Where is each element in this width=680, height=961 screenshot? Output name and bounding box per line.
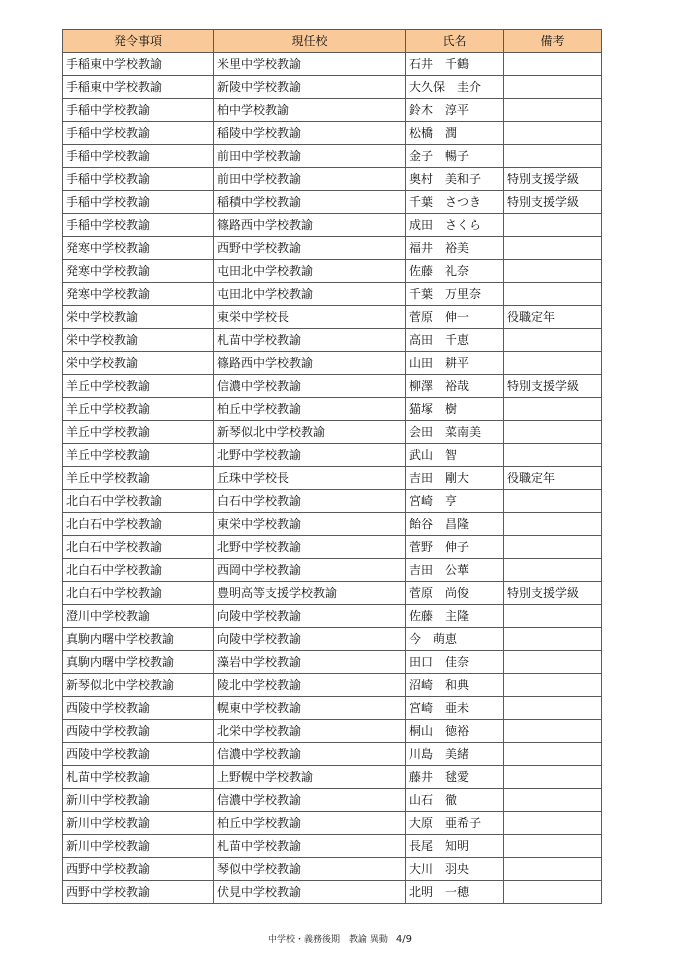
page-number: 4/9 <box>395 934 412 945</box>
cell-appointment: 北白石中学校教諭 <box>63 536 214 559</box>
cell-current-school: 琴似中学校教諭 <box>214 858 406 881</box>
table-row <box>63 237 602 260</box>
cell-appointment: 手稲中学校教諭 <box>63 145 214 168</box>
cell-name: 菅原 尚俊 <box>406 582 504 605</box>
cell-name: 藤井 毬愛 <box>406 766 504 789</box>
cell-appointment: 羊丘中学校教諭 <box>63 398 214 421</box>
cell-appointment: 栄中学校教諭 <box>63 329 214 352</box>
table-row <box>63 53 602 76</box>
table-row <box>63 99 602 122</box>
cell-current-school: 上野幌中学校教諭 <box>214 766 406 789</box>
cell-remarks <box>504 53 602 76</box>
table-header-row <box>63 30 602 53</box>
cell-appointment: 羊丘中学校教諭 <box>63 421 214 444</box>
cell-appointment: 札苗中学校教諭 <box>63 766 214 789</box>
header-remarks: 備考 <box>504 30 602 53</box>
cell-appointment: 西陵中学校教諭 <box>63 697 214 720</box>
table-row <box>63 559 602 582</box>
table-row <box>63 812 602 835</box>
cell-name: 桐山 徳裕 <box>406 720 504 743</box>
cell-name: 山石 徹 <box>406 789 504 812</box>
cell-remarks <box>504 697 602 720</box>
cell-remarks <box>504 789 602 812</box>
table-row <box>63 835 602 858</box>
table-row <box>63 490 602 513</box>
table-row <box>63 444 602 467</box>
cell-remarks <box>504 237 602 260</box>
cell-appointment: 新川中学校教諭 <box>63 789 214 812</box>
table-row <box>63 145 602 168</box>
cell-name: 北明 一穂 <box>406 881 504 904</box>
cell-name: 菅野 伸子 <box>406 536 504 559</box>
cell-current-school: 札苗中学校教諭 <box>214 329 406 352</box>
cell-remarks <box>504 99 602 122</box>
cell-name: 長尾 知明 <box>406 835 504 858</box>
cell-remarks <box>504 398 602 421</box>
cell-remarks <box>504 766 602 789</box>
table-row <box>63 398 602 421</box>
cell-appointment: 栄中学校教諭 <box>63 352 214 375</box>
cell-name: 奥村 美和子 <box>406 168 504 191</box>
cell-current-school: 北野中学校教諭 <box>214 444 406 467</box>
cell-current-school: 柏丘中学校教諭 <box>214 398 406 421</box>
cell-name: 佐藤 礼奈 <box>406 260 504 283</box>
cell-current-school: 稲陵中学校教諭 <box>214 122 406 145</box>
cell-current-school: 北野中学校教諭 <box>214 536 406 559</box>
cell-name: 成田 さくら <box>406 214 504 237</box>
cell-name: 会田 菜南美 <box>406 421 504 444</box>
header-appointment: 発令事項 <box>63 30 214 53</box>
table-row <box>63 76 602 99</box>
table-row <box>63 743 602 766</box>
cell-appointment: 新琴似北中学校教諭 <box>63 674 214 697</box>
personnel-table <box>62 29 602 904</box>
cell-appointment: 羊丘中学校教諭 <box>63 467 214 490</box>
header-current-school: 現任校 <box>214 30 406 53</box>
cell-appointment: 発寒中学校教諭 <box>63 237 214 260</box>
table-row <box>63 168 602 191</box>
cell-name: 飴谷 昌隆 <box>406 513 504 536</box>
cell-remarks <box>504 214 602 237</box>
cell-appointment: 北白石中学校教諭 <box>63 559 214 582</box>
cell-appointment: 西陵中学校教諭 <box>63 720 214 743</box>
cell-remarks <box>504 605 602 628</box>
cell-remarks <box>504 674 602 697</box>
cell-remarks <box>504 835 602 858</box>
cell-current-school: 米里中学校教諭 <box>214 53 406 76</box>
cell-remarks: 役職定年 <box>504 467 602 490</box>
cell-appointment: 手稲東中学校教諭 <box>63 76 214 99</box>
cell-remarks <box>504 421 602 444</box>
cell-current-school: 信濃中学校教諭 <box>214 789 406 812</box>
cell-name: 千葉 万里奈 <box>406 283 504 306</box>
cell-name: 高田 千恵 <box>406 329 504 352</box>
cell-current-school: 屯田北中学校教諭 <box>214 283 406 306</box>
cell-appointment: 羊丘中学校教諭 <box>63 444 214 467</box>
cell-remarks <box>504 513 602 536</box>
cell-appointment: 手稲中学校教諭 <box>63 122 214 145</box>
cell-current-school: 幌東中学校教諭 <box>214 697 406 720</box>
cell-remarks: 特別支援学級 <box>504 168 602 191</box>
cell-appointment: 手稲中学校教諭 <box>63 168 214 191</box>
table-row <box>63 306 602 329</box>
cell-appointment: 新川中学校教諭 <box>63 835 214 858</box>
table-row <box>63 697 602 720</box>
cell-current-school: 向陵中学校教諭 <box>214 628 406 651</box>
cell-appointment: 栄中学校教諭 <box>63 306 214 329</box>
cell-remarks: 特別支援学級 <box>504 375 602 398</box>
cell-appointment: 羊丘中学校教諭 <box>63 375 214 398</box>
cell-current-school: 篠路西中学校教諭 <box>214 352 406 375</box>
cell-current-school: 新琴似北中学校教諭 <box>214 421 406 444</box>
table-row <box>63 513 602 536</box>
cell-remarks <box>504 490 602 513</box>
cell-name: 宮崎 亨 <box>406 490 504 513</box>
cell-appointment: 澄川中学校教諭 <box>63 605 214 628</box>
cell-remarks <box>504 812 602 835</box>
cell-name: 鈴木 淳平 <box>406 99 504 122</box>
table-row <box>63 122 602 145</box>
cell-remarks: 役職定年 <box>504 306 602 329</box>
cell-appointment: 北白石中学校教諭 <box>63 513 214 536</box>
cell-name: 川島 美緒 <box>406 743 504 766</box>
cell-remarks <box>504 651 602 674</box>
cell-current-school: 北栄中学校教諭 <box>214 720 406 743</box>
cell-name: 大川 羽央 <box>406 858 504 881</box>
cell-current-school: 西岡中学校教諭 <box>214 559 406 582</box>
cell-name: 佐藤 主隆 <box>406 605 504 628</box>
table-row <box>63 260 602 283</box>
cell-name: 菅原 伸一 <box>406 306 504 329</box>
table-row <box>63 582 602 605</box>
table-row <box>63 628 602 651</box>
table-row <box>63 283 602 306</box>
cell-remarks: 特別支援学級 <box>504 191 602 214</box>
cell-appointment: 手稲中学校教諭 <box>63 99 214 122</box>
cell-remarks <box>504 743 602 766</box>
cell-current-school: 札苗中学校教諭 <box>214 835 406 858</box>
cell-appointment: 真駒内曙中学校教諭 <box>63 628 214 651</box>
cell-remarks: 特別支援学級 <box>504 582 602 605</box>
cell-remarks <box>504 559 602 582</box>
table-body <box>63 53 602 904</box>
cell-current-school: 東栄中学校教諭 <box>214 513 406 536</box>
table-row <box>63 881 602 904</box>
cell-current-school: 新陵中学校教諭 <box>214 76 406 99</box>
cell-name: 沼崎 和典 <box>406 674 504 697</box>
cell-name: 福井 裕美 <box>406 237 504 260</box>
table-row <box>63 421 602 444</box>
cell-appointment: 西陵中学校教諭 <box>63 743 214 766</box>
cell-remarks <box>504 352 602 375</box>
table-row <box>63 674 602 697</box>
cell-current-school: 柏丘中学校教諭 <box>214 812 406 835</box>
cell-name: 石井 千鶴 <box>406 53 504 76</box>
cell-remarks <box>504 260 602 283</box>
cell-current-school: 信濃中学校教諭 <box>214 375 406 398</box>
cell-remarks <box>504 76 602 99</box>
header-name: 氏名 <box>406 30 504 53</box>
cell-remarks <box>504 858 602 881</box>
cell-current-school: 柏中学校教諭 <box>214 99 406 122</box>
table-row <box>63 858 602 881</box>
table-row <box>63 191 602 214</box>
cell-name: 吉田 剛大 <box>406 467 504 490</box>
cell-appointment: 真駒内曙中学校教諭 <box>63 651 214 674</box>
cell-name: 宮崎 亜未 <box>406 697 504 720</box>
cell-appointment: 西野中学校教諭 <box>63 881 214 904</box>
cell-current-school: 向陵中学校教諭 <box>214 605 406 628</box>
table-row <box>63 789 602 812</box>
cell-remarks <box>504 628 602 651</box>
cell-current-school: 丘珠中学校長 <box>214 467 406 490</box>
cell-name: 今 萌恵 <box>406 628 504 651</box>
page-footer <box>0 932 680 945</box>
cell-current-school: 陵北中学校教諭 <box>214 674 406 697</box>
cell-name: 田口 佳奈 <box>406 651 504 674</box>
cell-appointment: 発寒中学校教諭 <box>63 260 214 283</box>
cell-current-school: 伏見中学校教諭 <box>214 881 406 904</box>
cell-name: 金子 暢子 <box>406 145 504 168</box>
cell-appointment: 北白石中学校教諭 <box>63 582 214 605</box>
table-row <box>63 214 602 237</box>
cell-current-school: 前田中学校教諭 <box>214 168 406 191</box>
cell-current-school: 篠路西中学校教諭 <box>214 214 406 237</box>
cell-remarks <box>504 122 602 145</box>
cell-remarks <box>504 881 602 904</box>
table-row <box>63 605 602 628</box>
cell-appointment: 手稲中学校教諭 <box>63 191 214 214</box>
cell-current-school: 信濃中学校教諭 <box>214 743 406 766</box>
cell-current-school: 稲積中学校教諭 <box>214 191 406 214</box>
cell-name: 大原 亜希子 <box>406 812 504 835</box>
cell-current-school: 前田中学校教諭 <box>214 145 406 168</box>
table-row <box>63 352 602 375</box>
cell-appointment: 西野中学校教諭 <box>63 858 214 881</box>
cell-current-school: 屯田北中学校教諭 <box>214 260 406 283</box>
cell-appointment: 新川中学校教諭 <box>63 812 214 835</box>
cell-remarks <box>504 329 602 352</box>
cell-remarks <box>504 536 602 559</box>
table-row <box>63 536 602 559</box>
cell-current-school: 豊明高等支援学校教諭 <box>214 582 406 605</box>
cell-remarks <box>504 283 602 306</box>
table-row <box>63 329 602 352</box>
table-row <box>63 766 602 789</box>
cell-current-school: 白石中学校教諭 <box>214 490 406 513</box>
table-row <box>63 720 602 743</box>
footer-title: 中学校・義務後期 教諭 異動 <box>268 935 388 945</box>
cell-name: 大久保 圭介 <box>406 76 504 99</box>
cell-current-school: 藻岩中学校教諭 <box>214 651 406 674</box>
cell-current-school: 東栄中学校長 <box>214 306 406 329</box>
cell-appointment: 手稲東中学校教諭 <box>63 53 214 76</box>
table-row <box>63 651 602 674</box>
cell-name: 吉田 公華 <box>406 559 504 582</box>
cell-remarks <box>504 145 602 168</box>
table-row <box>63 375 602 398</box>
cell-name: 柳澤 裕哉 <box>406 375 504 398</box>
cell-appointment: 北白石中学校教諭 <box>63 490 214 513</box>
cell-name: 千葉 さつき <box>406 191 504 214</box>
cell-appointment: 発寒中学校教諭 <box>63 283 214 306</box>
cell-remarks <box>504 444 602 467</box>
cell-appointment: 手稲中学校教諭 <box>63 214 214 237</box>
cell-name: 猫塚 樹 <box>406 398 504 421</box>
cell-name: 武山 智 <box>406 444 504 467</box>
cell-name: 松橋 潤 <box>406 122 504 145</box>
cell-current-school: 西野中学校教諭 <box>214 237 406 260</box>
cell-remarks <box>504 720 602 743</box>
cell-name: 山田 耕平 <box>406 352 504 375</box>
table-row <box>63 467 602 490</box>
